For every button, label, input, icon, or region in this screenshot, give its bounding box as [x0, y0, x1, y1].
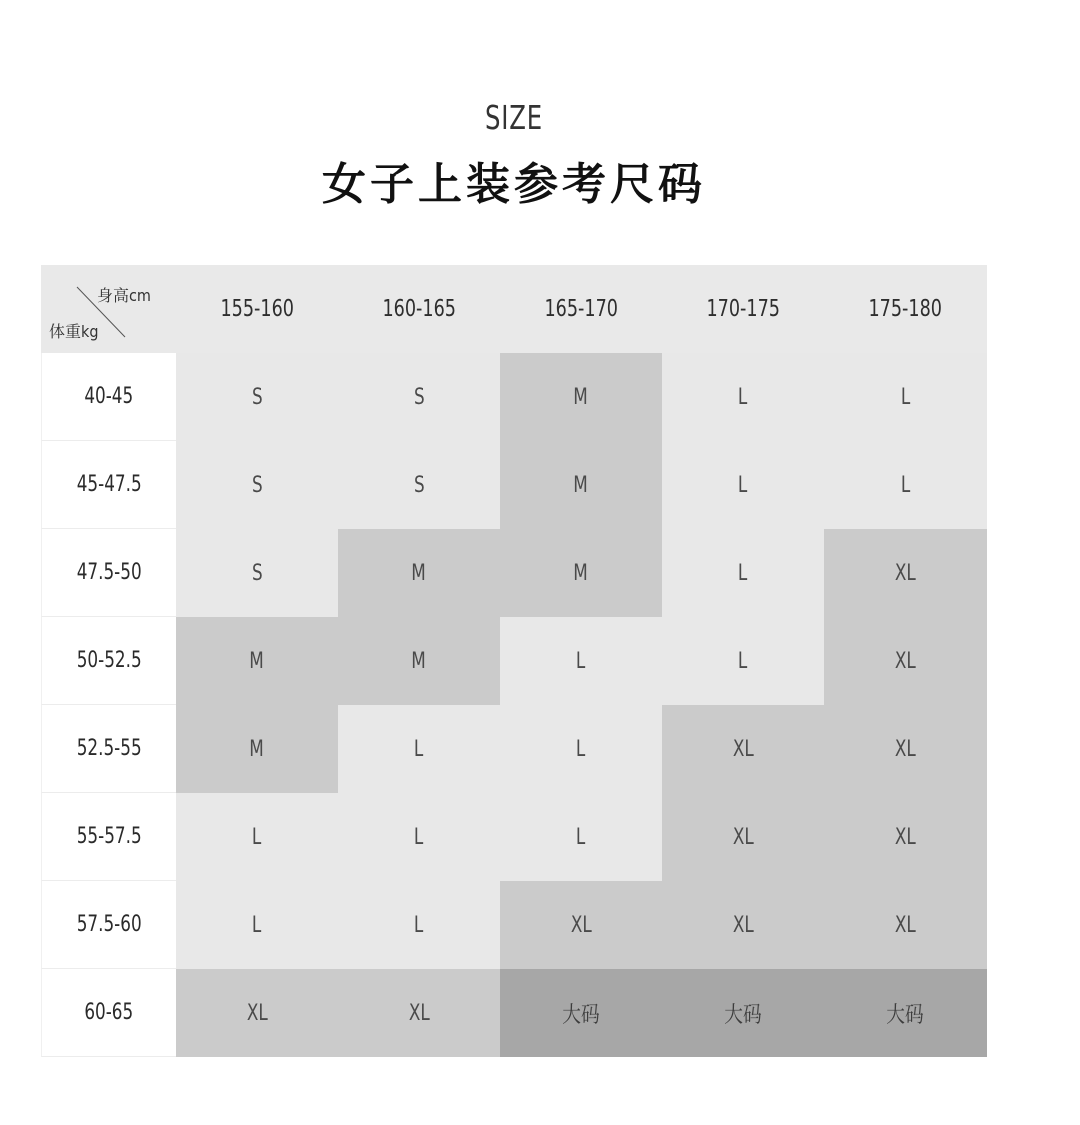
- size-value: XL: [570, 912, 592, 938]
- column-header-label: 175-180: [868, 296, 943, 322]
- size-value: XL: [895, 648, 916, 674]
- size-value: S: [413, 472, 425, 498]
- size-cell: [500, 881, 662, 969]
- column-header: [500, 265, 662, 353]
- size-value: L: [900, 472, 911, 498]
- size-cell: [176, 793, 338, 881]
- column-header-label: 170-175: [706, 296, 780, 322]
- size-value: S: [413, 384, 425, 410]
- size-value: XL: [246, 1000, 268, 1026]
- size-cell: [662, 617, 824, 705]
- row-label-text: 45-47.5: [76, 472, 142, 497]
- size-value: 大码: [724, 1002, 762, 1028]
- row-label-text: 40-45: [84, 384, 134, 409]
- column-header-label: 160-165: [382, 296, 456, 322]
- size-value: S: [251, 560, 263, 586]
- size-value: M: [573, 384, 589, 410]
- size-value: L: [576, 736, 586, 762]
- size-value: 大码: [886, 1002, 925, 1028]
- size-cell: [176, 529, 338, 617]
- size-cell: [824, 969, 987, 1057]
- size-value: L: [738, 384, 748, 410]
- row-label-text: 57.5-60: [76, 912, 142, 937]
- column-header: [662, 265, 824, 353]
- size-cell: [176, 441, 338, 529]
- size-value: L: [738, 648, 748, 674]
- size-value: L: [414, 824, 424, 850]
- size-value: XL: [895, 560, 916, 586]
- row-label-text: 60-65: [84, 1000, 134, 1025]
- row-label-text: 50-52.5: [76, 648, 142, 673]
- size-value: M: [411, 648, 427, 674]
- size-cell: [824, 793, 987, 881]
- size-cell: [176, 353, 338, 441]
- size-cell: [176, 969, 338, 1057]
- size-cell: [338, 881, 500, 969]
- size-cell: [500, 793, 662, 881]
- size-value: L: [576, 648, 586, 674]
- size-cell: [824, 617, 987, 705]
- size-cell: [176, 617, 338, 705]
- size-value: L: [252, 824, 262, 850]
- size-cell: [662, 441, 824, 529]
- column-header-label: 165-170: [544, 296, 618, 322]
- size-value: XL: [895, 912, 916, 938]
- row-label: [41, 441, 176, 529]
- size-cell: [500, 969, 662, 1057]
- row-label: [41, 705, 176, 793]
- weight-axis-label: 体重kg: [49, 322, 99, 341]
- size-cell: [338, 793, 500, 881]
- row-label: [41, 793, 176, 881]
- size-value: 大码: [562, 1002, 600, 1028]
- row-label-text: 55-57.5: [76, 824, 142, 849]
- column-header: [824, 265, 987, 353]
- size-cell: [500, 705, 662, 793]
- size-cell: [662, 353, 824, 441]
- size-cell: [500, 617, 662, 705]
- page-title: 女子上装参考尺码: [322, 159, 706, 210]
- size-cell: [824, 705, 987, 793]
- size-value: M: [573, 560, 589, 586]
- size-value: L: [252, 912, 262, 938]
- size-chart-table: [41, 265, 987, 1057]
- size-cell: [824, 881, 987, 969]
- size-cell: [824, 441, 987, 529]
- size-cell: [338, 617, 500, 705]
- size-cell: [338, 441, 500, 529]
- size-value: XL: [732, 824, 754, 850]
- size-value: XL: [895, 736, 916, 762]
- size-cell: [824, 353, 987, 441]
- size-value: L: [738, 560, 748, 586]
- size-cell: [662, 793, 824, 881]
- size-cell: [824, 529, 987, 617]
- row-label: [41, 969, 176, 1057]
- size-value: XL: [895, 824, 916, 850]
- size-value: XL: [732, 736, 754, 762]
- size-value: M: [411, 560, 427, 586]
- row-label-text: 52.5-55: [76, 736, 142, 761]
- height-axis-label: 身高cm: [97, 286, 151, 305]
- size-value: S: [251, 384, 263, 410]
- size-label: SIZE: [485, 98, 543, 137]
- column-header-label: 155-160: [220, 296, 294, 322]
- size-cell: [338, 969, 500, 1057]
- size-value: XL: [408, 1000, 430, 1026]
- size-cell: [662, 969, 824, 1057]
- row-label: [41, 353, 176, 441]
- size-value: M: [573, 472, 589, 498]
- size-cell: [500, 529, 662, 617]
- column-header: [338, 265, 500, 353]
- row-label: [41, 617, 176, 705]
- size-value: S: [251, 472, 263, 498]
- size-value: XL: [732, 912, 754, 938]
- size-value: M: [249, 736, 265, 762]
- size-cell: [176, 705, 338, 793]
- size-value: M: [249, 648, 265, 674]
- size-cell: [662, 529, 824, 617]
- size-value: L: [576, 824, 586, 850]
- size-value: L: [414, 736, 424, 762]
- size-cell: [176, 881, 338, 969]
- size-value: L: [738, 472, 748, 498]
- size-cell: [338, 529, 500, 617]
- size-value: L: [414, 912, 424, 938]
- size-cell: [338, 705, 500, 793]
- size-cell: [662, 881, 824, 969]
- row-label: [41, 881, 176, 969]
- row-label-text: 47.5-50: [76, 560, 142, 585]
- size-cell: [662, 705, 824, 793]
- size-cell: [338, 353, 500, 441]
- size-cell: [500, 353, 662, 441]
- corner-header-cell: [41, 265, 176, 353]
- size-cell: [500, 441, 662, 529]
- size-value: L: [900, 384, 911, 410]
- column-header: [176, 265, 338, 353]
- row-label: [41, 529, 176, 617]
